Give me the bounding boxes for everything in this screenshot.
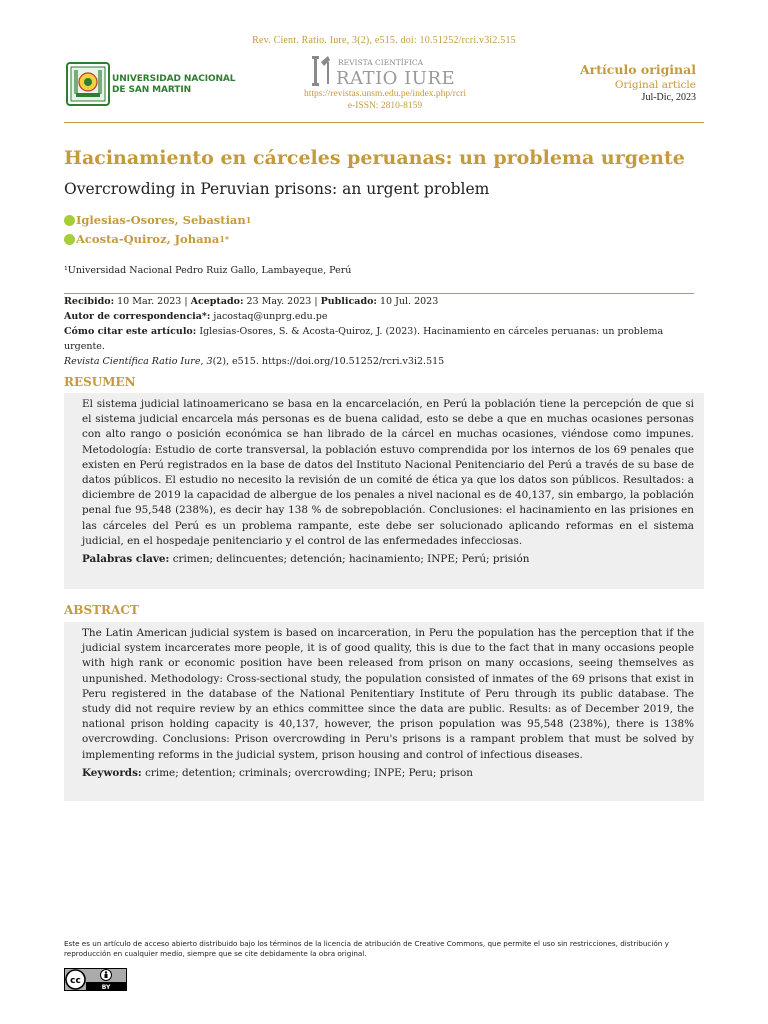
correspondence-line — [64, 309, 704, 324]
license-line1: Este es un artículo de acceso abierto distribuido bajo los términos de la licencia de atribución de Creative Commons, que permite el uso sin restricciones, distribución y — [64, 939, 669, 948]
cite-block: Cómo citar este artículo: Iglesias-Osores, S. & Acosta-Quiroz, J. (2023). Hacinamiento en cárceles peruanas: un problema urgente. Revista Científica Ratio Iure, 3(2), e515. https://doi.org/10.51252/rcri.v3i2.515 — [64, 326, 664, 367]
journal-logo-small: REVISTA CIENTÍFICA — [338, 58, 424, 67]
university-name — [112, 74, 235, 96]
resumen-box — [64, 393, 704, 589]
keywords: crime; detention; criminals; overcrowding; INPE; Peru; prison — [145, 766, 473, 779]
palabras-clave-label: Palabras clave: — [82, 553, 170, 566]
published-date: 10 Jul. 2023 — [379, 296, 439, 307]
cite-journal: Revista Científica Ratio Iure — [64, 356, 201, 367]
correspondence-email[interactable]: jacostaq@unprg.edu.pe — [213, 311, 328, 322]
article-title: Hacinamiento en cárceles peruanas: un problema urgente — [64, 147, 685, 169]
journal-url[interactable]: https://revistas.unsm.edu.pe/index.php/rcri — [303, 89, 466, 99]
journal-block — [280, 54, 490, 112]
article-type-es: Artículo original — [579, 62, 696, 77]
journal-logo-big: RATIO IURE — [336, 68, 456, 88]
by-text: BY — [101, 984, 111, 991]
article-subtitle: Overcrowding in Peruvian prisons: an urgent problem — [64, 180, 490, 198]
author-1-sup: 1 — [245, 215, 252, 225]
cite-text: Iglesias-Osores, S. & Acosta-Quiroz, J. (2023). Hacinamiento en cárceles peruanas: un problema urgente. — [64, 326, 664, 352]
author-2-sup: 1* — [219, 234, 230, 244]
cite-rest[interactable]: (2), e515. https://doi.org/10.51252/rcri.v3i2.515 — [212, 356, 445, 367]
header-divider — [64, 122, 704, 123]
resumen-heading: RESUMEN — [64, 375, 136, 389]
separator: | — [314, 296, 318, 307]
received-label: Recibido: — [64, 296, 115, 307]
abstract-box — [64, 622, 704, 801]
resumen-text: El sistema judicial latinoamericano se basa en la encarcelación, en Perú la población tiene la percepción de que si el sistema judicial encarcela más personas es de buena calidad, esto se debe a que en muchas ocasiones personas con alto rango o posición económica se han librado de la cárcel en muchas ocasiones, viéndose como impunes. Metodología: Estudio de corte transversal, la población estuvo comprendida por los internos de los 69 penales que existen en Perú registrados en la base de datos del Instituto Nacional Penitenciario del Perú a través de su base de datos públicos. El estudio no necesito la revisión de un comité de ética ya que los datos son públicos. Resultados: a diciembre de 2019 la capacidad de albergue de los penales a nivel nacional es de 40,137, sin embargo, la población penal fue 95,548 (238%), es decir hay 138 % de sobrepoblación. Conclusiones: el hacinamiento en las prisiones en las cárceles del Perú es un problema rampante, este debe ser solucionado aplicando reformas en el sistema judicial, en el hospedaje penitenciario y el control de las enfermedades infecciosas. — [82, 398, 694, 547]
publication-period: Jul-Dic, 2023 — [641, 92, 696, 103]
cite-label: Cómo citar este artículo: — [64, 326, 197, 337]
journal-logo — [310, 54, 460, 88]
journal-issn: e-ISSN: 2810-8159 — [347, 101, 423, 111]
received-date: 10 Mar. 2023 — [117, 296, 182, 307]
author-1-name: Iglesias-Osores, Sebastian — [76, 213, 246, 227]
author-1[interactable] — [64, 213, 251, 227]
dates-line — [64, 294, 704, 309]
affiliation: ¹Universidad Nacional Pedro Ruiz Gallo, Lambayeque, Perú — [64, 265, 352, 276]
abstract-text: The Latin American judicial system is based on incarceration, in Peru the population has the perception that if the judicial system incarcerates more people, it is of good quality, this is due to the fact that in many occasions people with high rank or economic position have been released from prison on many occasions, seeing themselves as unpunished. Methodology: Cross-sectional study, the population consisted of inmates of the 69 prisons that exist in Peru registered in the database of the National Penitentiary Institute of Peru through its public database. The study did not require review by an ethics committee since the data are public. Results: as of December 2019, the national prison holding capacity is 40,137, however, the prison population was 95,548 (238%), there is 138% overcrowding. Conclusions: Prison overcrowding in Peru's prisons is a rampant problem that must be solved by implementing reforms in the judicial system, prison housing and control of infectious diseases. — [82, 627, 694, 761]
resumen-keywords — [82, 552, 694, 567]
university-name-line2: DE SAN MARTIN — [112, 85, 192, 95]
author-2-name: Acosta-Quiroz, Johana — [76, 232, 220, 246]
accepted-label: Aceptado: — [190, 296, 244, 307]
license-line2: reproducción en cualquier medio, siempre que se cite debidamente la obra original. — [64, 949, 367, 958]
abstract-heading: ABSTRACT — [64, 603, 139, 617]
abstract-keywords — [82, 766, 694, 781]
keywords-label: Keywords: — [82, 766, 142, 779]
cc-text: cc — [70, 976, 81, 986]
citation-header: Rev. Cient. Ratio. Iure, 3(2), e515. doi: 10.51252/rcri.v3i2.515 — [252, 35, 516, 46]
page-header — [64, 54, 704, 120]
university-seal-icon — [66, 62, 110, 106]
accepted-date: 23 May. 2023 — [246, 296, 312, 307]
published-label: Publicado: — [320, 296, 377, 307]
orcid-icon[interactable] — [64, 234, 75, 245]
palabras-clave: crimen; delincuentes; detención; hacinamiento; INPE; Perú; prisión — [172, 553, 530, 566]
university-name-line1: UNIVERSIDAD NACIONAL — [112, 74, 236, 84]
license-notice — [64, 939, 709, 959]
cc-by-icon[interactable] — [64, 968, 127, 991]
article-type — [580, 62, 696, 103]
separator: | — [184, 296, 188, 307]
article-type-en: Original article — [614, 79, 696, 91]
cite-volume: 3 — [206, 356, 213, 367]
author-2[interactable] — [64, 232, 229, 246]
correspondence-label: Autor de correspondencia*: — [64, 311, 211, 322]
orcid-icon[interactable] — [64, 215, 75, 226]
